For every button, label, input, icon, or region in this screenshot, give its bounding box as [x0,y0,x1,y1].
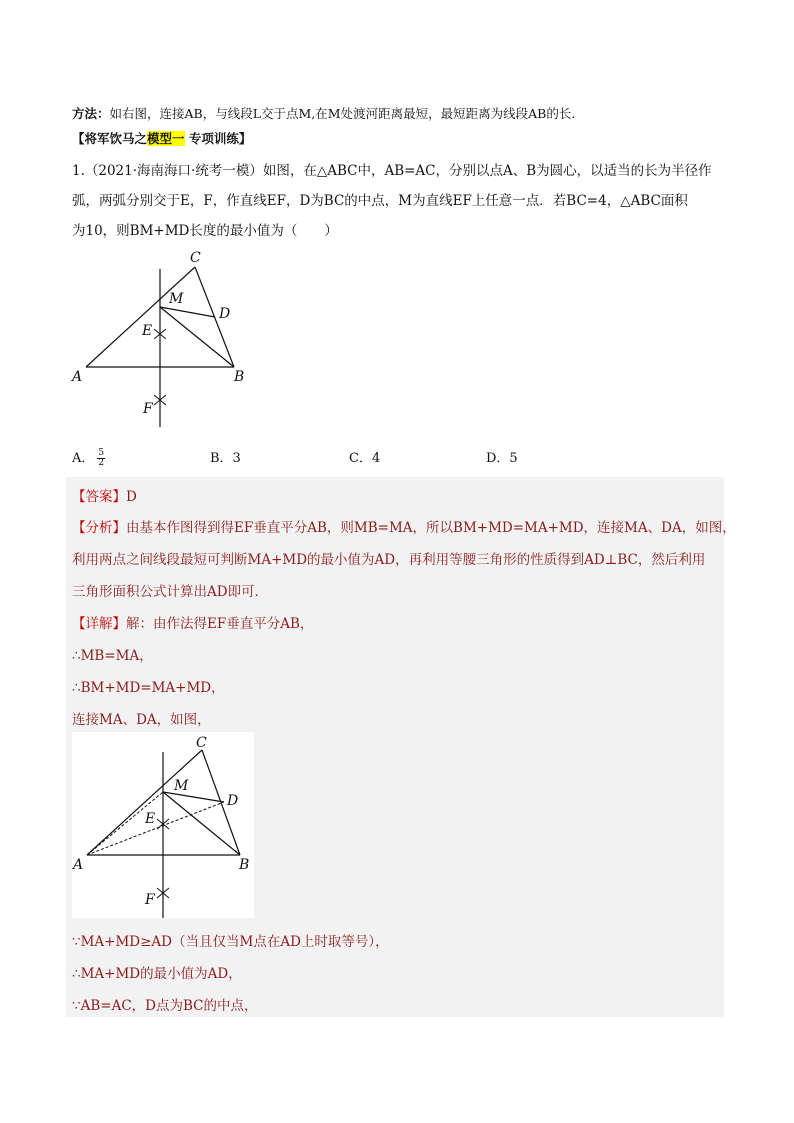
detail-line-1 [72,612,313,632]
section-highlight: 模型一 [147,131,185,146]
label-e-2: E [145,811,156,827]
analysis-text-1: 由基本作图得到得EF垂直平分AB，则MB=MA，所以BM+MD=MA+MD，连接MA、DA，如图， [126,520,736,536]
section-prefix: 【将军饮马之 [72,131,148,146]
question-line-1: 1.（2021·海南海口·统考一模）如图，在△ABC中，AB=AC，分别以点A、B为圆心，以适当的长为半径作 [72,163,712,179]
label-b-2: B [239,857,250,873]
analysis-line-3: 三角形面积公式计算出AD即可． [72,584,269,600]
detail-line-4: 连接MA、DA，如图， [72,712,211,728]
analysis-tag: 【分析】 [72,520,126,536]
method-text: 如右图，连接AB，与线段L交于点M,在M处渡河距离最短，最短距离为线段AB的长. [109,106,576,121]
label-a-2: A [73,857,84,873]
answer-tag: 【答案】 [72,489,126,505]
answer-options [72,447,672,471]
label-d-2: D [227,793,239,809]
question-figure [66,245,266,435]
option-a-denominator: 2 [98,458,105,468]
label-c-2: C [196,735,207,751]
segment-md [160,307,215,317]
label-a: A [72,369,83,385]
section-heading [72,129,251,147]
option-c[interactable]: C．4 [349,451,381,466]
option-b[interactable]: B．3 [210,451,241,466]
detail-line-5: ∵MA+MD≥AD（当且仅当M点在AD上时取等号）， [72,934,389,950]
solution-figure-box [72,732,254,918]
option-a[interactable] [72,447,105,468]
segment-ac [86,267,195,367]
segment-md-2 [163,792,224,802]
analysis-line-1 [72,516,736,536]
method-line [72,104,575,122]
label-f-2: F [145,892,155,908]
method-label: 方法： [72,106,110,121]
detail-line-2: ∴MB=MA， [72,648,153,664]
question-line-2: 弧，两弧分别交于E，F，作直线EF，D为BC的中点，M为直线EF上任意一点．若BC=4，△ABC面积 [72,193,688,209]
solution-figure [72,732,254,918]
detail-line-7: ∵AB=AC，D点为BC的中点， [72,998,258,1014]
detail-text-1: 解：由作法得EF垂直平分AB， [126,616,314,632]
detail-line-3: ∴BM+MD=MA+MD， [72,680,225,696]
option-d[interactable]: D．5 [486,451,518,466]
detail-line-6: ∴MA+MD的最小值为AD， [72,966,242,982]
segment-ac-2 [87,750,202,855]
answer-line [72,485,137,505]
option-a-numerator: 5 [98,448,105,458]
label-c: C [190,250,201,266]
label-e: E [142,323,153,339]
label-m-2: M [174,778,189,794]
analysis-line-2: 利用两点之间线段最短可判断MA+MD的最小值为AD，再利用等腰三角形的性质得到AD⊥BC，然后利用 [72,552,706,568]
option-a-label: A． [72,451,95,466]
answer-value: D [126,489,137,505]
label-b: B [234,369,245,385]
option-a-fraction [97,449,105,468]
label-d: D [219,306,231,322]
detail-tag: 【详解】 [72,616,126,632]
label-f: F [143,401,153,417]
section-suffix: 专项训练】 [184,131,252,146]
label-m: M [169,291,184,307]
question-line-3: 为10，则BM+MD长度的最小值为（ ） [72,223,338,239]
dashed-ad [87,802,224,855]
